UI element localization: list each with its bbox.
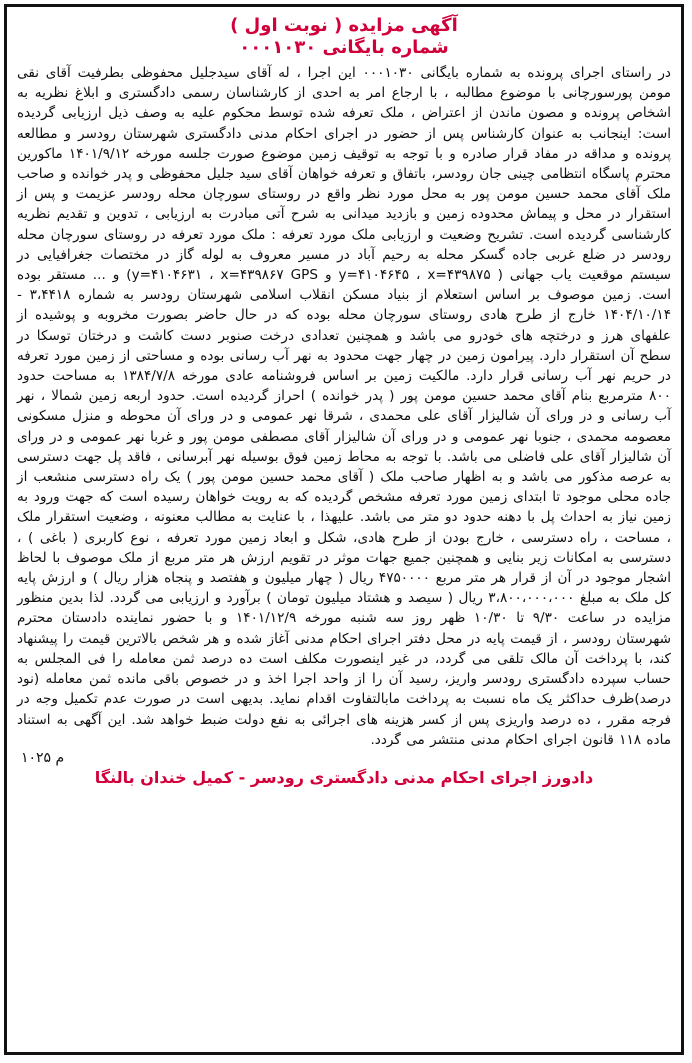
notice-frame xyxy=(4,4,684,1055)
reference-label: م ۱۰۲۵ xyxy=(21,749,65,766)
signature-line: دادورز اجرای احکام مدنی دادگستری رودسر - کمیل خندان بالنگا xyxy=(94,767,594,787)
reference-number xyxy=(17,750,671,766)
notice-body: در راستای اجرای پرونده به شماره بایگانی ۰۰۰۱۰۳۰ این اجرا ، له آقای سیدجلیل محفوظی بطرفیت آقای نقی مومن پورسورچانی با موضوع مطالبه ، با ارجاع امر به احدی از کارشناسان رسمی دادگستری و ابلاغ نظریه به اشخاص پرونده و مصون ماندن از اعتراض ، ملک تعرفه شده توسط محکوم علیه به وصف ذیل ارزیابی گردیده است: اینجانب به عنوان کارشناس پس از حضور در اجرای احکام مدنی دادگستری شهرستان رودسر و مطالعه پرونده و مداقه در مفاد قرار صادره و با توجه به توقیف زمین موضوع صورت جلسه مورخه ۱۴۰۱/۹/۱۲ ماکورین محترم پاسگاه انتظامی چینی جان رودسر، باتفاق و تعرفه خواهان آقای سید جلیل محفوظی و پدر خوانده و صاحب ملک آقای محمد حسین مومن پور به محل مورد نظر واقع در روستای سورچان محله رودسر عزیمت و پس از استقرار در محل و پیماش محدوده زمین و بازدید میدانی به شرح آتی مبادرت به ارزیابی ، تدوین و تقدیم نظریه کارشناسی گردیده است. تشریح وضعیت و ارزیابی ملک مورد تعرفه : ملک مورد تعرفه در روستای سورچان محله رودسر در ضلع غربی جاده گسکر محله به رحیم آباد در مسیر معروف به لوله گاز در مختصات جغرافیایی در سیستم موقعیت یاب جهانی ( y=۴۱۰۴۶۴۵ ، x=۴۳۹۸۷۵ و y=۴۱۰۴۶۳۱ ، x=۴۳۹۸۶۷ GPS) و ... مستقر بوده است. زمین موصوف بر اساس استعلام از بنیاد مسکن انقلاب اسلامی شهرستان رودسر به شماره ۳،۴۴۱۸ - ۱۴۰۴/۱۰/۱۴ خارج از طرح هادی روستای سورچان محله بوده که در حال حاضر بصورت مخروبه و پوشیده از علفهای هرز و درختچه های خودرو می باشد و همچنین تعدادی درخت صنوبر دست کاشت و درختان توسکا در سطح آن استقرار دارد. پیرامون زمین در چهار جهت محدود به نهر آب رسانی بوده و مساحتی از زمین مورد تعرفه در حریم نهر آب رسانی قرار دارد. مالکیت زمین بر اساس فروشنامه عادی مورخه ۱۳۸۴/۷/۸ به مساحت حدود ۸۰۰ مترمربع بنام آقای محمد حسین مومن پور ( پدر خوانده ) احراز گردیده است. حدود اربعه زمین شمالا ، نهر آب رسانی و در ورای آن شالیزار آقای علی محمدی ، شرقا نهر عمومی و در ورای آن محوطه و منزل مسکونی معصومه محمدی ، جنوبا نهر عمومی و در ورای آن شالیزار آقای مصطفی مومن پور و غربا نهر عمومی و در ورای آن شالیزار آقای علی فاضلی می باشد. با توجه به محاط زمین فوق بوسیله نهر آبرسانی ، فاقد پل جهت دسترسی به عرصه مذکور می باشد و به اظهار صاحب ملک ( آقای محمد حسین مومن پور ) یک راه دسترسی منشعب از جاده محلی موجود تا ابتدای زمین مورد تعرفه مشخص گردیده که به رویت خواهان رسیده است که جهت ورود به زمین نیاز به احداث پل با دهنه حدود دو متر می باشد. علیهذا ، با عنایت به مطالب معنونه ، وضعیت استقرار ملک ، مساحت ، راه دسترسی ، خارج بودن از طرح هادی، شکل و ابعاد زمین مورد تعرفه ، نوع کاربری ( باغی ) ، دسترسی به امکانات زیر بنایی و همچنین جمیع جهات موثر در تقویم ارزش هر متر مربع از ملک موصوف با لحاظ اشجار موجود در آن از قرار هر متر مربع ۴۷۵۰۰۰۰ ریال ( چهار میلیون و هفتصد و پنجاه هزار ریال ) و ارزش پایه کل ملک به مبلغ ۳،۸۰۰،۰۰۰،۰۰۰ ریال ( سیصد و هشتاد میلیون تومان ) برآورد و ارزیابی می گردد. لذا بدین منظور مزایده در ساعت ۹/۳۰ تا ۱۰/۳۰ ظهر روز سه شنبه مورخه ۱۴۰۱/۱۲/۹ و با حضور نماینده دادستان محترم شهرستان رودسر ، از قیمت پایه در محل دفتر اجرای احکام مدنی آغاز شده و هر شخص بالاترین قیمت را پیشنهاد کند، با پرداخت آن مالک تلقی می گردد، در غیر اینصورت مکلف است ده درصد ثمن معامله را فی المجلس به حساب سپرده دادگستری رودسر واریز، رسید آن را از واحد اجرا اخذ و در خصوص باقی مانده ثمن معامله (نود درصد)ظرف حداکثر یک ماه نسبت به پرداخت مابالتفاوت اقدام نماید. بدیهی است در صورت عدم تکمیل وجه در فرجه مقرر ، ده درصد واریزی پس از کسر هزینه های اجرائی به نفع دولت ضبط خواهد شد. این آگهی به استناد ماده ۱۱۸ قانون اجرای احکام مدنی منتشر می گردد. xyxy=(17,65,672,748)
file-number: شماره بایگانی ۰۰۰۱۰۳۰ xyxy=(239,37,449,58)
notice-title: آگهی مزایده ( نوبت اول ) xyxy=(230,15,458,36)
